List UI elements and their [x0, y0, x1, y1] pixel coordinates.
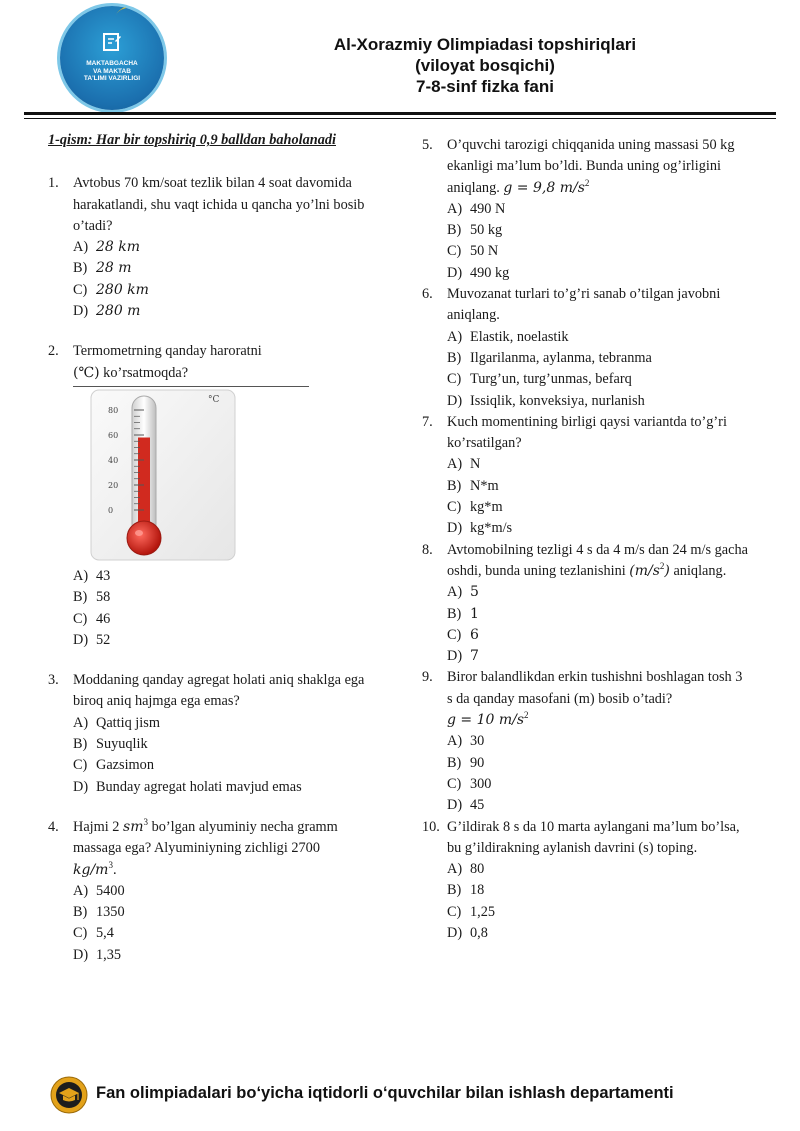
question-3: [48, 670, 373, 798]
question-number: 9.: [422, 669, 433, 686]
option[interactable]: C) 6: [447, 626, 479, 643]
question-5: [422, 135, 748, 284]
thermometer-tick-label: 20: [108, 480, 119, 490]
option[interactable]: B) 58: [73, 589, 111, 606]
thermometer-tick-label: 0: [108, 505, 114, 515]
question-text: Kuch momentining birligi qaysi variantda to’g’ri ko’rsatilgan?: [447, 413, 727, 452]
thermometer-tick-label: 40: [108, 455, 119, 465]
question-number: 1.: [48, 175, 59, 192]
option[interactable]: C) 280 km: [73, 281, 149, 298]
question-text: Avtomobilning tezligi 4 s da 4 m/s dan 24 m/s gacha oshdi, bunda uning tezlanishini $(m/s^2)$ aniqlang.: [447, 541, 748, 579]
thermometer-tick-label: 60: [108, 430, 119, 440]
option[interactable]: D) 1,35: [73, 946, 122, 963]
question-text: G’ildirak 8 s da 10 marta aylangani ma’lum bo’lsa, bu g’ildirakning aylanish davrini (s) toping.: [447, 818, 740, 856]
left-column: [48, 130, 373, 966]
page-title: Al-Xorazmiy Olimpiadasi topshiriqlari (viloyat bosqichi) 7-8-sinf fizka fani: [333, 35, 637, 96]
option[interactable]: B) Suyuqlik: [73, 736, 148, 753]
option[interactable]: A) 5: [447, 584, 479, 601]
option[interactable]: C) 46: [73, 610, 111, 627]
question-number: 3.: [48, 672, 59, 689]
ministry-logo: [60, 6, 164, 110]
option[interactable]: B) 1350: [73, 904, 125, 921]
option[interactable]: D) Bunday agregat holati mavjud emas: [73, 778, 302, 795]
option[interactable]: C) 1,25: [447, 903, 496, 920]
option[interactable]: A) N: [447, 456, 481, 473]
option[interactable]: C) Gazsimon: [73, 757, 154, 774]
question-text: O’quvchi tarozigi chiqqanida uning massasi 50 kg ekanligi ma’lum bo’ldi. Bunda uning og’irligini aniqlang. g = 9,8 $m/s^2$: [447, 137, 735, 196]
question-text: Muvozanat turlari to’g’ri sanab o’tilgan javobni aniqlang.: [447, 286, 721, 324]
option[interactable]: A) Qattiq jism: [73, 714, 160, 731]
option[interactable]: D) 490 kg: [447, 264, 510, 281]
option[interactable]: A) Elastik, noelastik: [447, 328, 569, 345]
question-text: Biror balandlikdan erkin tushishni boshlagan tosh 3 s da qanday masofani (m) bosib o’tadi? g = 10 $m/s^2$: [447, 669, 743, 729]
question-9: [422, 667, 748, 816]
option[interactable]: D) 45: [447, 797, 485, 814]
question-number: 2.: [48, 343, 59, 360]
option[interactable]: D) 0,8: [447, 924, 488, 941]
question-8: [422, 540, 748, 668]
question-text: Avtobus 70 km/soat tezlik bilan 4 soat davomida harakatlandi, shu vaqt ichida u qancha yo’lni bosib o’tadi?: [73, 175, 365, 234]
option[interactable]: A) 30: [447, 733, 485, 750]
right-column: [422, 135, 748, 944]
option[interactable]: C) 5,4: [73, 925, 114, 942]
option[interactable]: C) Turg’un, turg’unmas, befarq: [447, 371, 632, 388]
question-1: [48, 173, 373, 322]
question-text: Termometrning qanday haroratni (℃) ko’rsatmoqda?: [73, 343, 262, 381]
question-number: 7.: [422, 413, 433, 430]
option[interactable]: D) Issiqlik, konveksiya, nurlanish: [447, 392, 645, 409]
option[interactable]: B) Ilgarilanma, aylanma, tebranma: [447, 349, 652, 366]
question-number: 4.: [48, 818, 59, 835]
option[interactable]: C) kg*m: [447, 499, 503, 516]
question-number: 8.: [422, 541, 433, 558]
option[interactable]: C) 300: [447, 775, 492, 792]
question-number: 5.: [422, 137, 433, 153]
logo-text: MAKTABGACHA VA MAKTAB TA'LIMI VAZIRLIGI: [83, 60, 141, 82]
question-7: [422, 412, 748, 540]
option[interactable]: B) 50 kg: [447, 222, 503, 239]
underline: [73, 386, 309, 387]
option[interactable]: A) 28 km: [73, 239, 141, 256]
option[interactable]: D) 280 m: [73, 303, 141, 320]
department-logo-icon: [50, 1076, 88, 1114]
option[interactable]: A) 490 N: [447, 200, 506, 217]
option[interactable]: D) kg*m/s: [447, 520, 513, 537]
option[interactable]: A) 80: [447, 861, 485, 878]
thermometer-image: [88, 388, 238, 563]
option[interactable]: A) 5400: [73, 882, 125, 899]
header-divider-thin: [24, 118, 776, 119]
question-4: [48, 817, 373, 966]
question-number: 10.: [422, 818, 440, 835]
thermometer-icon: [88, 388, 238, 563]
question-2: [48, 341, 373, 651]
option[interactable]: B) 1: [447, 605, 479, 622]
option[interactable]: A) 43: [73, 567, 111, 584]
option[interactable]: B) 18: [447, 882, 485, 899]
option[interactable]: C) 50 N: [447, 243, 499, 260]
option[interactable]: D) 52: [73, 631, 111, 648]
question-10: [422, 817, 748, 945]
question-text: Hajmi 2 $sm^3$ bo’lgan alyuminiy necha gramm massaga ega? Alyuminiyning zichligi 2700 $kg/m^3$.: [73, 816, 338, 878]
option[interactable]: B) 28 m: [73, 260, 132, 277]
question-number: 6.: [422, 286, 433, 303]
header-divider-thick: [24, 112, 776, 115]
thermometer-tick-label: 80: [108, 405, 119, 415]
option[interactable]: B) 90: [447, 754, 485, 771]
book-icon: [101, 31, 123, 53]
thermometer-unit: °C: [208, 394, 220, 405]
question-text: Moddaning qanday agregat holati aniq shaklga ega biroq aniq hajmga ega emas?: [73, 672, 365, 710]
option[interactable]: B) N*m: [447, 477, 499, 494]
option[interactable]: D) 7: [447, 648, 479, 665]
part-title: 1-qism: Har bir topshiriq 0,9 balldan baholanadi: [48, 132, 336, 148]
question-6: [422, 284, 748, 412]
footer-department: Fan olimpiadalari bo‘yicha iqtidorli o‘quvchilar bilan ishlash departamenti: [96, 1084, 674, 1102]
